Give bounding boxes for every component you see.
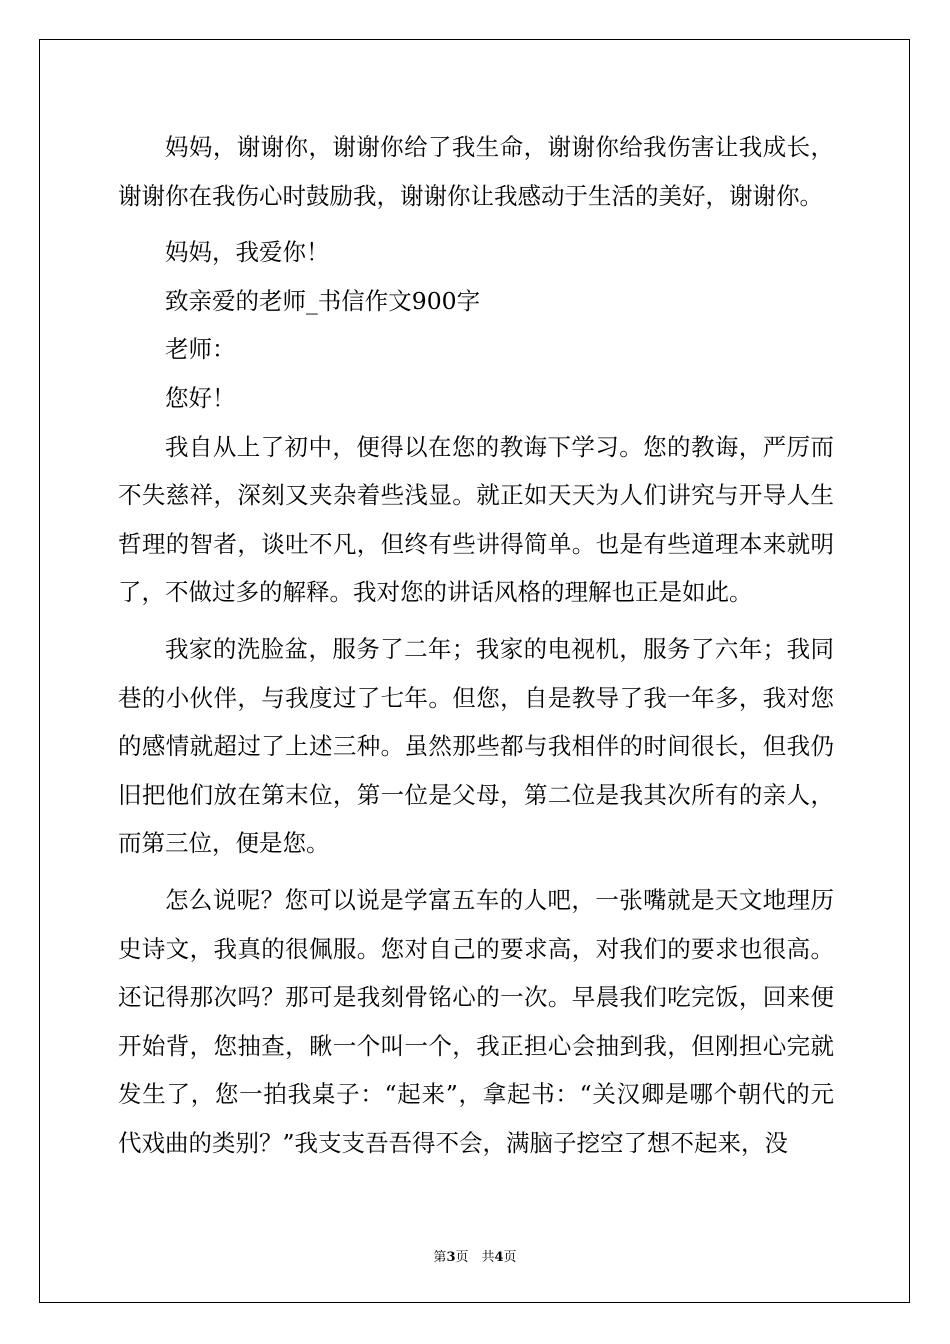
footer-page-current: 3 xyxy=(446,1250,456,1265)
paragraph-ranking: 我家的洗脸盆，服务了二年；我家的电视机，服务了六年；我同巷的小伙伴，与我度过了七年。但您，自是教导了我一年多，我对您的感情就超过了上述三种。虽然那些都与我相伴的时间很长，但我仍旧把他们放在第末位，第一位是父母，第二位是我其次所有的亲人，而第三位，便是您。 xyxy=(118,634,834,858)
footer-page-total: 4 xyxy=(494,1250,504,1265)
page-footer xyxy=(0,1246,950,1265)
paragraph-memory: 怎么说呢？您可以说是学富五车的人吧，一张嘴就是天文地理历史诗文，我真的很佩服。您对自己的要求高，对我们的要求也很高。还记得那次吗？那可是我刻骨铭心的一次。早晨我们吃完饭，回来便开始背，您抽查，瞅一个叫一个，我正担心会抽到我，但刚担心完就发生了，您一拍我桌子：“起来”，拿起书：“关汉卿是哪个朝代的元代戏曲的类别？”我支支吾吾得不会，满脑子挖空了想不起来，没 xyxy=(118,885,834,1157)
document-body xyxy=(118,123,834,1175)
paragraph-thanks-mom: 妈妈，谢谢你，谢谢你给了我生命，谢谢你给我伤害让我成长，谢谢你在我伤心时鼓励我，谢谢你让我感动于生活的美好，谢谢你。 xyxy=(118,133,834,210)
greeting: 您好！ xyxy=(165,383,236,412)
paragraph-love-mom: 妈妈，我爱你！ xyxy=(165,238,330,267)
footer-page-prefix: 第 xyxy=(433,1250,447,1265)
salutation: 老师： xyxy=(165,335,236,364)
footer-page-suffix: 页 xyxy=(503,1250,517,1265)
article-title: 致亲爱的老师_书信作文900字 xyxy=(165,286,481,315)
footer-page-mid: 页 共 xyxy=(455,1250,495,1265)
paragraph-teaching: 我自从上了初中，便得以在您的教诲下学习。您的教诲，严厉而不失慈祥，深刻又夹杂着些浅显。就正如天天为人们讲究与开导人生哲理的智者，谈吐不凡，但终有些讲得简单。也是有些道理本来就明了，不做过多的解释。我对您的讲话风格的理解也正是如此。 xyxy=(118,432,834,607)
